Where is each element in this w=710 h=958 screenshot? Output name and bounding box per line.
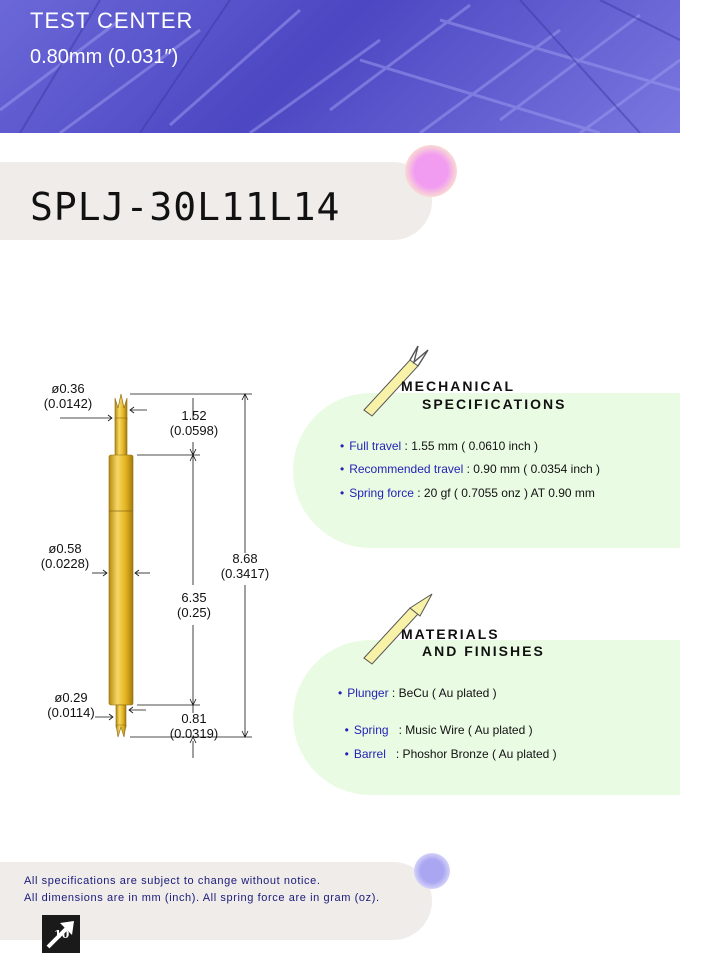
materials-heading-1: MATERIALS xyxy=(401,626,500,642)
barrel-diameter-mm: ø0.58 xyxy=(48,541,82,556)
material-label: Barrel xyxy=(353,747,386,761)
material-value: : BeCu ( Au plated ) xyxy=(388,686,497,700)
footer-note-1: All specifications are subject to change without notice. xyxy=(24,875,321,887)
spec-spring-force: • Spring force : 20 gf ( 0.7055 onz ) AT 0.90 mm xyxy=(340,486,595,500)
material-label: Spring xyxy=(353,723,389,737)
tail-plunger xyxy=(116,705,126,727)
barrel-length-label xyxy=(170,590,218,620)
spec-label: Recommended travel xyxy=(349,462,464,476)
spec-label: Full travel xyxy=(349,439,402,453)
barrel-length-mm: 6.35 xyxy=(181,590,207,605)
tip-diameter-label xyxy=(40,381,96,411)
material-barrel: • Barrel : Phoshor Bronze ( Au plated ) xyxy=(344,747,557,761)
spec-label: Spring force xyxy=(349,486,414,500)
tail-length-label xyxy=(164,711,224,741)
tail-diameter-mm: ø0.29 xyxy=(54,690,88,705)
spec-value: : 0.90 mm ( 0.0354 inch ) xyxy=(463,462,600,476)
total-length-mm: 8.68 xyxy=(232,551,258,566)
mechanical-heading-1: MECHANICAL xyxy=(401,378,516,394)
plunger-length-mm: 1.52 xyxy=(181,408,207,423)
total-length-label xyxy=(214,551,276,581)
material-label: Plunger xyxy=(347,686,389,700)
barrel-diameter-inch: (0.0228) xyxy=(40,556,90,571)
spec-value: : 1.55 mm ( 0.0610 inch ) xyxy=(401,439,538,453)
footer-note-2: All dimensions are in mm (inch). All spring force are in gram (oz). xyxy=(24,892,380,904)
material-spring: • Spring : Music Wire ( Au plated ) xyxy=(344,723,533,737)
tail-diameter-label xyxy=(42,690,100,720)
pink-orb-icon xyxy=(405,145,457,197)
plunger-length-inch: (0.0598) xyxy=(169,423,219,438)
barrel xyxy=(109,455,133,705)
plunger-length-label xyxy=(164,408,224,438)
header-banner xyxy=(0,0,680,133)
barrel-length-inch: (0.25) xyxy=(177,605,211,620)
tail-length-inch: (0.0319) xyxy=(169,726,219,741)
page-number: 10 xyxy=(54,928,70,941)
tail-length-mm: 0.81 xyxy=(181,711,207,726)
tip-diameter-mm: ø0.36 xyxy=(51,381,85,396)
barrel-diameter-label xyxy=(36,541,94,571)
spec-value: : 20 gf ( 0.7055 onz ) AT 0.90 mm xyxy=(413,486,595,500)
materials-heading-2: AND FINISHES xyxy=(422,643,545,659)
header-subtitle: 0.80mm (0.031″) xyxy=(30,46,179,68)
blue-orb-icon xyxy=(414,853,450,889)
header-title: TEST CENTER xyxy=(30,8,194,33)
spec-recommended-travel: • Recommended travel : 0.90 mm ( 0.0354 inch ) xyxy=(340,462,600,476)
material-value: : Music Wire ( Au plated ) xyxy=(388,723,533,737)
material-value: : Phoshor Bronze ( Au plated ) xyxy=(385,747,557,761)
crown-tip xyxy=(115,394,127,420)
total-length-inch: (0.3417) xyxy=(220,566,270,581)
material-plunger: • Plunger : BeCu ( Au plated ) xyxy=(338,686,497,700)
tip-diameter-inch: (0.0142) xyxy=(43,396,93,411)
tail-diameter-inch: (0.0114) xyxy=(47,705,95,720)
crown-tail xyxy=(116,725,126,737)
mechanical-heading-2: SPECIFICATIONS xyxy=(422,396,567,412)
product-model: SPLJ-30L11L14 xyxy=(30,185,341,229)
spec-full-travel: • Full travel : 1.55 mm ( 0.0610 inch ) xyxy=(340,439,538,453)
